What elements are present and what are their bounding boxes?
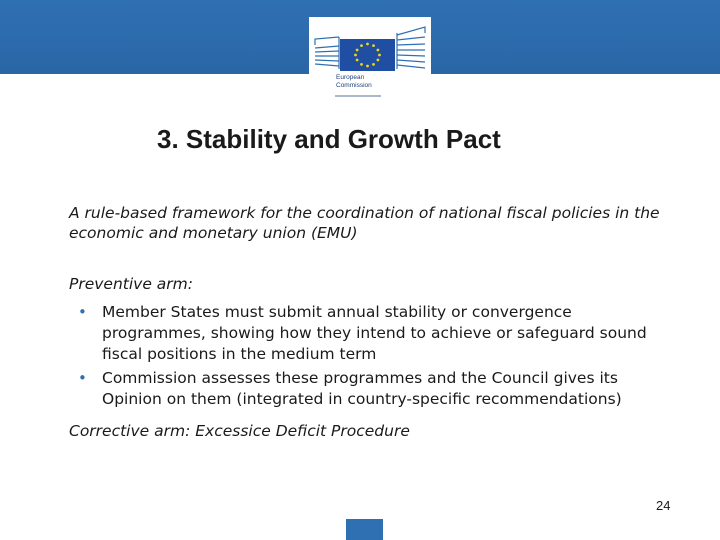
logo-line-commission: Commission [336, 82, 372, 89]
intro-text: A rule-based framework for the coordination of national fiscal policies in the economic and monetary union (EMU) [69, 204, 660, 242]
bullet-dot-icon: • [78, 303, 87, 321]
logo-wordmark [336, 74, 372, 90]
bullet-item [77, 302, 677, 365]
european-commission-logo [309, 17, 431, 103]
bullet-text: Commission assesses these programmes and the Council gives its Opinion on them (integrated in country-specific recommendations) [102, 369, 622, 408]
page-number: 24 [656, 498, 671, 513]
preventive-arm-bullets [77, 302, 677, 413]
slide-title: 3. Stability and Growth Pact [157, 124, 501, 154]
preventive-arm-label: Preventive arm: [69, 275, 193, 293]
berlaymont-building-icon [309, 17, 431, 103]
bullet-text: Member States must submit annual stability or convergence programmes, showing how they intend to achieve or safeguard sound fiscal positions in the medium term [102, 303, 647, 363]
logo-line-european: European [336, 74, 365, 81]
footer-tab [346, 519, 383, 540]
bullet-item [77, 368, 677, 410]
bullet-dot-icon: • [78, 369, 87, 387]
corrective-arm-label: Corrective arm: Excessice Deficit Procedure [69, 422, 410, 440]
